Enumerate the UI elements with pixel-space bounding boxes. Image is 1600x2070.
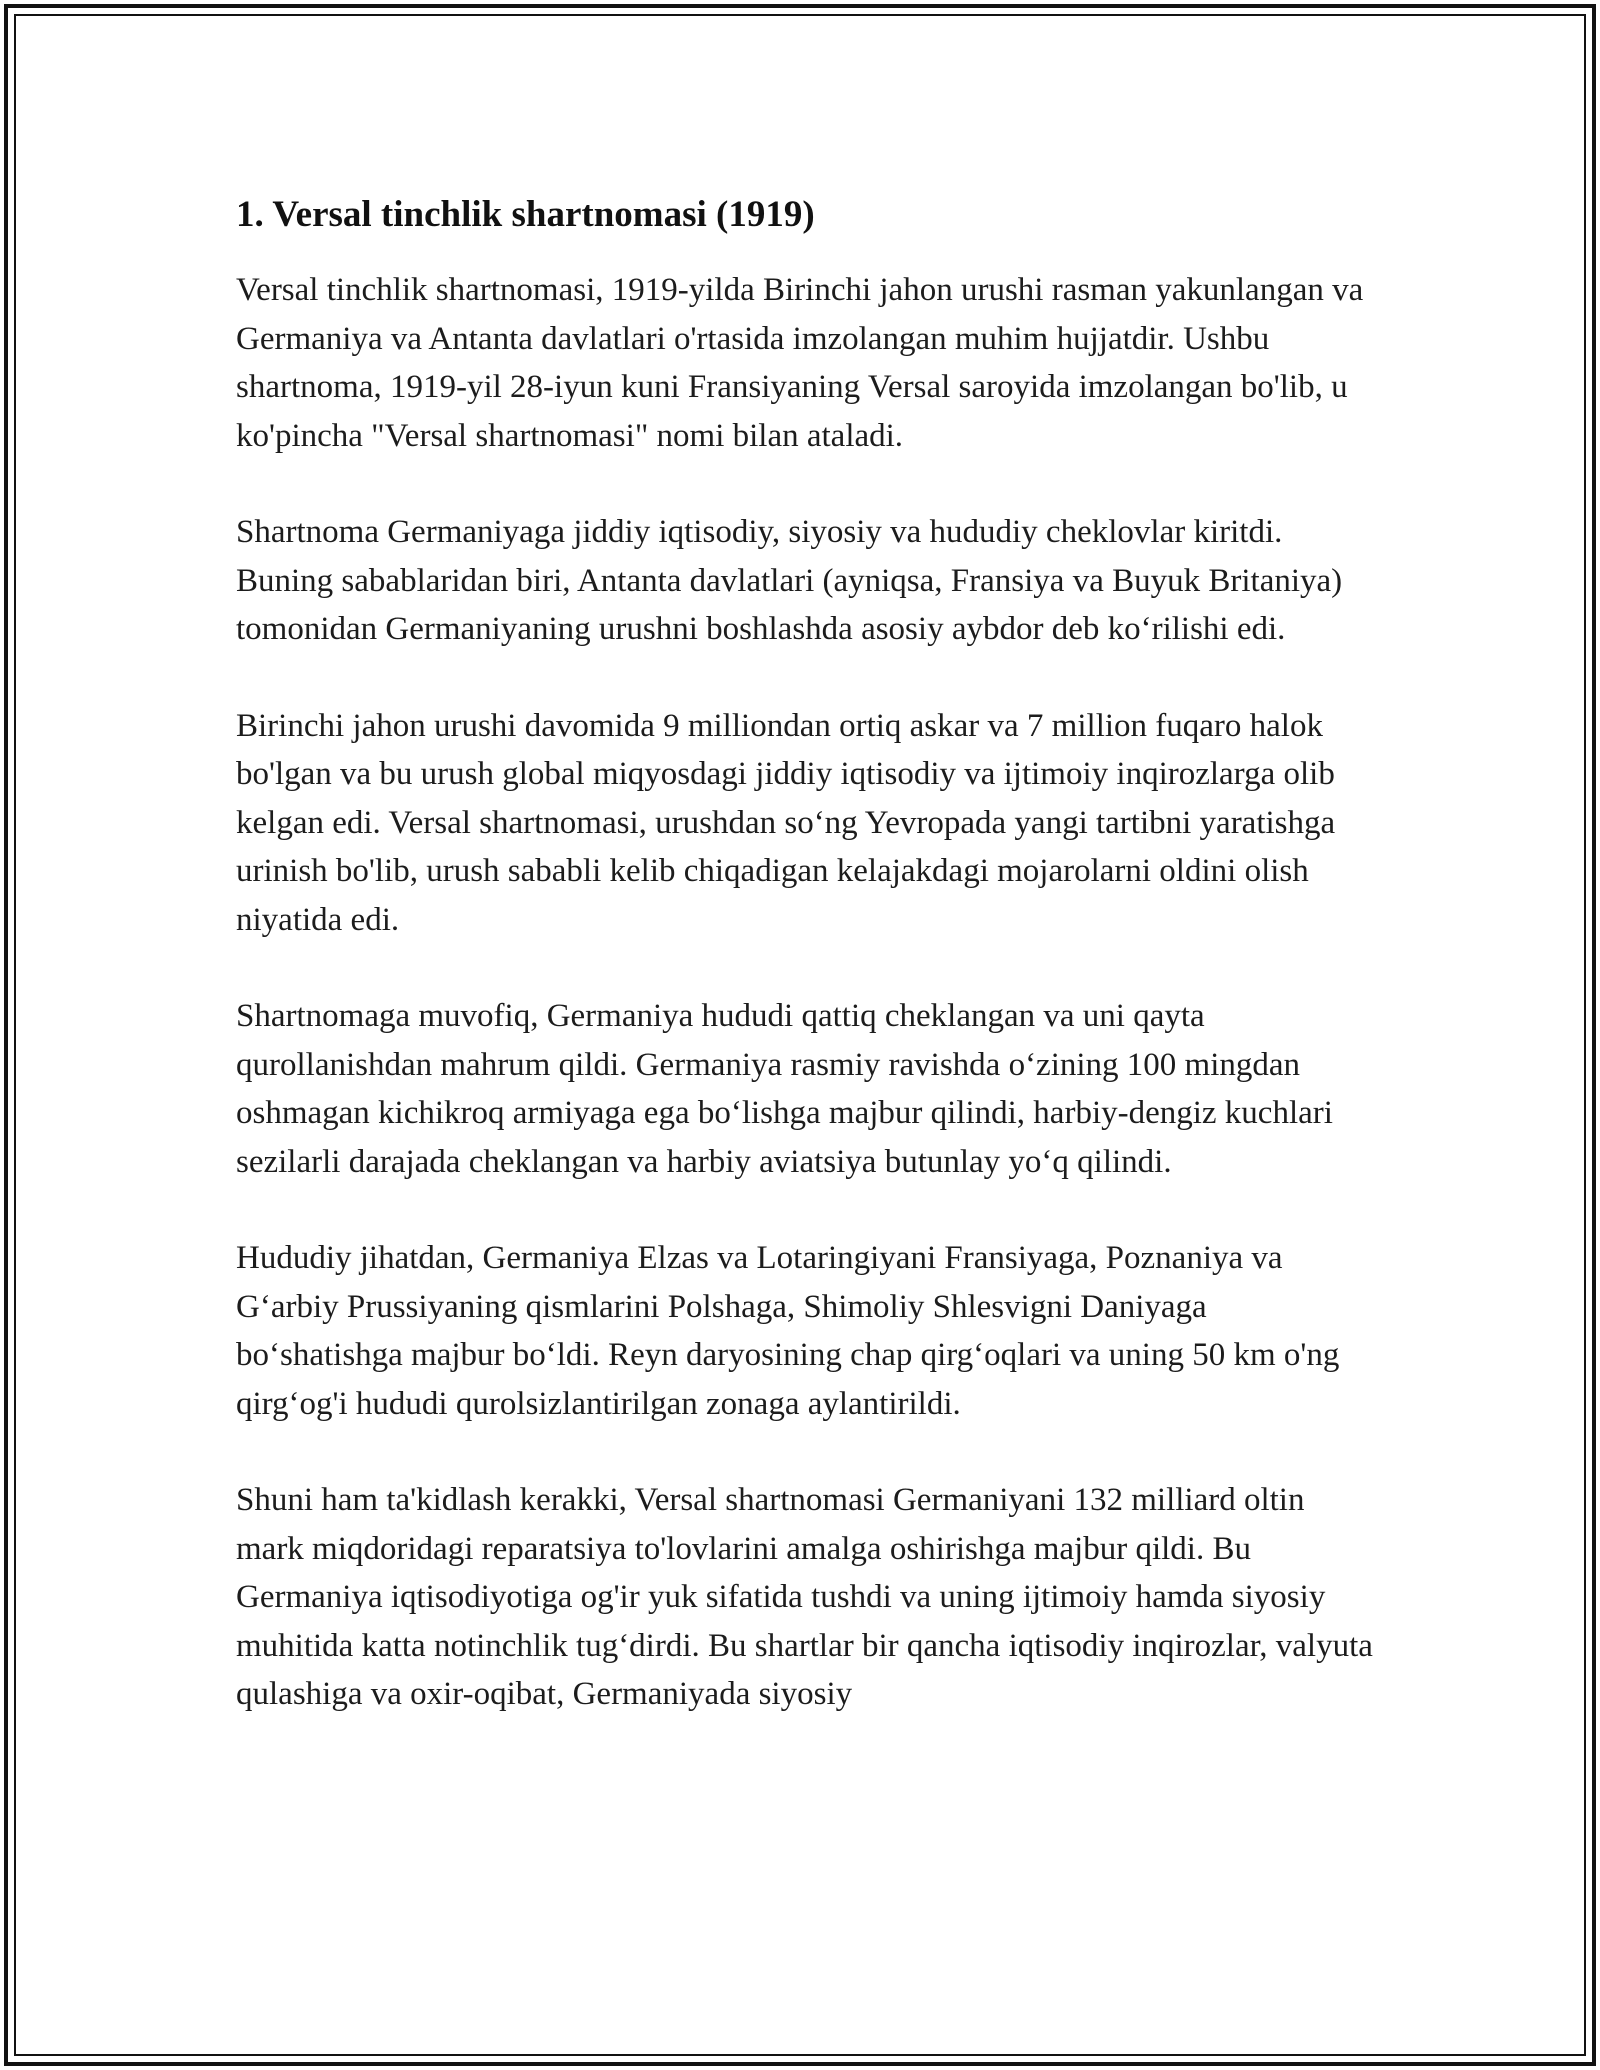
paragraph-6: Shuni ham ta'kidlash kerakki, Versal shartnomasi Germaniyani 132 milliard oltin mark miqdoridagi reparatsiya to'lovlarini amalga oshirishga majbur qildi. Bu Germaniya iqtisodiyotiga og'ir yuk sifatida tushdi va uning ijtimoiy hamda siyosiy muhitida katta notinchlik tug‘dirdi. Bu shartlar bir qancha iqtisodiy inqirozlar, valyuta qulashiga va oxir-oqibat, Germaniyada siyosiy bbox=[236, 1482, 1373, 1712]
document-page bbox=[236, 190, 1376, 1767]
paragraph-4: Shartnomaga muvofiq, Germaniya hududi qattiq cheklangan va uni qayta qurollanishdan mahrum qildi. Germaniya rasmiy ravishda o‘zining 100 mingdan oshmagan kichikroq armiyaga ega bo‘lishga majbur qilindi, harbiy-dengiz kuchlari sezilarli darajada cheklangan va harbiy aviatsiya butunlay yo‘q qilindi. bbox=[236, 998, 1333, 1180]
paragraph-2: Shartnoma Germaniyaga jiddiy iqtisodiy, siyosiy va hududiy cheklovlar kiritdi. Buning sabablaridan biri, Antanta davlatlari (ayniqsa, Fransiya va Buyuk Britaniya) tomonidan Germaniyaning urushni boshlashda asosiy aybdor deb ko‘rilishi edi. bbox=[236, 514, 1343, 647]
section-heading: 1. Versal tinchlik shartnomasi (1919) bbox=[236, 194, 815, 235]
paragraph-5: Hududiy jihatdan, Germaniya Elzas va Lotaringiyani Fransiyaga, Poznaniya va G‘arbiy Prussiyaning qismlarini Polshaga, Shimoliy Shlesvigni Daniyaga bo‘shatishga majbur bo‘ldi. Reyn daryosining chap qirg‘oqlari va uning 50 km o'ng qirg‘og'i hududi qurolsizlantirilgan zonaga aylantirildi. bbox=[236, 1240, 1340, 1422]
paragraph-1: Versal tinchlik shartnomasi, 1919-yilda Birinchi jahon urushi rasman yakunlangan va Germaniya va Antanta davlatlari o'rtasida imzolangan muhim hujjatdir. Ushbu shartnoma, 1919-yil 28-iyun kuni Fransiyaning Versal saroyida imzolangan bo'lib, u ko'pincha "Versal shartnomasi" nomi bilan ataladi. bbox=[236, 272, 1364, 454]
paragraph-3: Birinchi jahon urushi davomida 9 milliondan ortiq askar va 7 million fuqaro halok bo'lgan va bu urush global miqyosdagi jiddiy iqtisodiy va ijtimoiy inqirozlarga olib kelgan edi. Versal shartnomasi, urushdan so‘ng Yevropada yangi tartibni yaratishga urinish bo'lib, urush sababli kelib chiqadigan kelajakdagi mojarolarni oldini olish niyatida edi. bbox=[236, 707, 1336, 938]
